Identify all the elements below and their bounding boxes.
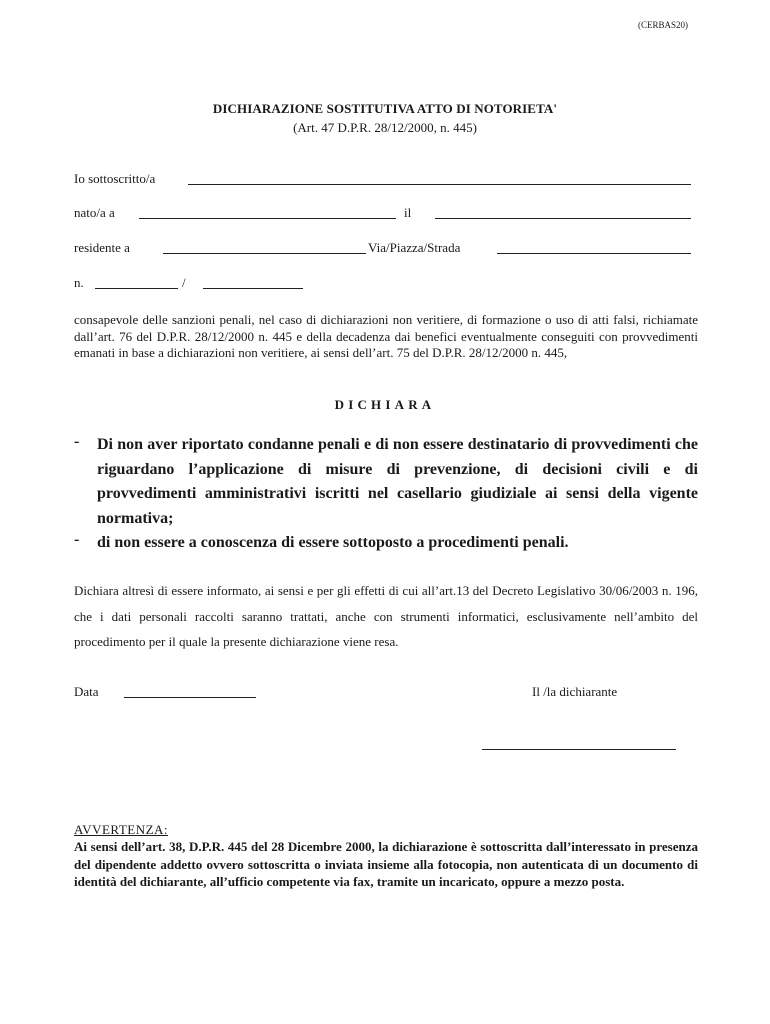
declaration-item: di non essere a conoscenza di essere sottoposto a procedimenti penali. [97, 534, 569, 551]
born-label: nato/a a [74, 205, 115, 220]
warning-title: AVVERTENZA: [74, 822, 169, 837]
document-subtitle: (Art. 47 D.P.R. 28/12/2000, n. 445) [293, 120, 477, 135]
street-label: Via/Piazza/Strada [368, 240, 461, 255]
awareness-paragraph: consapevole delle sanzioni penali, nel caso di dichiarazioni non veritiere, di formazione o uso di atti falsi, richiamate dall’art. 76 del D.P.R. 28/12/2000 n. 445 e della decadenza dai benefici eventualmente conseguiti con provvedimenti emanati in base a dichiarazioni non veritiere, ai sensi dell’art. 75 del D.P.R. 28/12/2000 n. 445, [74, 312, 698, 360]
number-label: n. [74, 275, 84, 290]
street-field[interactable] [497, 253, 691, 254]
birthdate-label: il [404, 205, 412, 220]
declaration-bullet: - [74, 433, 80, 450]
date-label: Data [74, 684, 99, 699]
warning-text: Ai sensi dell’art. 38, D.P.R. 445 del 28 Dicembre 2000, la dichiarazione è sottoscritta dall’interessato in presenza del dipendente addetto ovvero sottoscritta o inviata insieme alla fotocopia, non autenticata di un documento di identità del dichiarante, all’ufficio competente via fax, tramite un incaricato, oppure a mezzo posta. [74, 839, 698, 889]
privacy-paragraph: Dichiara altresì di essere informato, ai sensi e per gli effetti di cui all’art.13 del Decreto Legislativo 30/06/2003 n. 196, che i dati personali raccolti saranno trattati, anche con strumenti informatici, esclusivamente nell’ambito del procedimento per il quale la presente dichiarazione viene resa. [74, 583, 698, 649]
document-code: (CERBAS20) [638, 20, 689, 30]
undersigned-label: Io sottoscritto/a [74, 171, 156, 186]
declarant-label: Il /la dichiarante [532, 684, 618, 699]
number-suffix-field[interactable] [203, 288, 303, 289]
residence-field[interactable] [163, 253, 366, 254]
date-field[interactable] [124, 697, 256, 698]
number-separator: / [182, 275, 186, 290]
birthdate-field[interactable] [435, 218, 691, 219]
document-title: DICHIARAZIONE SOSTITUTIVA ATTO DI NOTORIETA' [212, 101, 558, 116]
birthplace-field[interactable] [139, 218, 396, 219]
declaration-item: Di non aver riportato condanne penali e di non essere destinatario di provvedimenti che riguardano l’applicazione di misure di prevenzione, di decisioni civili e di provvedimenti amministrativi iscritti nel casellario giudiziale ai sensi della vigente normativa; [97, 436, 698, 527]
declares-heading: DICHIARA [334, 397, 436, 412]
signature-field[interactable] [482, 749, 676, 750]
number-field[interactable] [95, 288, 178, 289]
undersigned-field[interactable] [188, 184, 691, 185]
resident-label: residente a [74, 240, 130, 255]
declaration-bullet: - [74, 531, 80, 548]
